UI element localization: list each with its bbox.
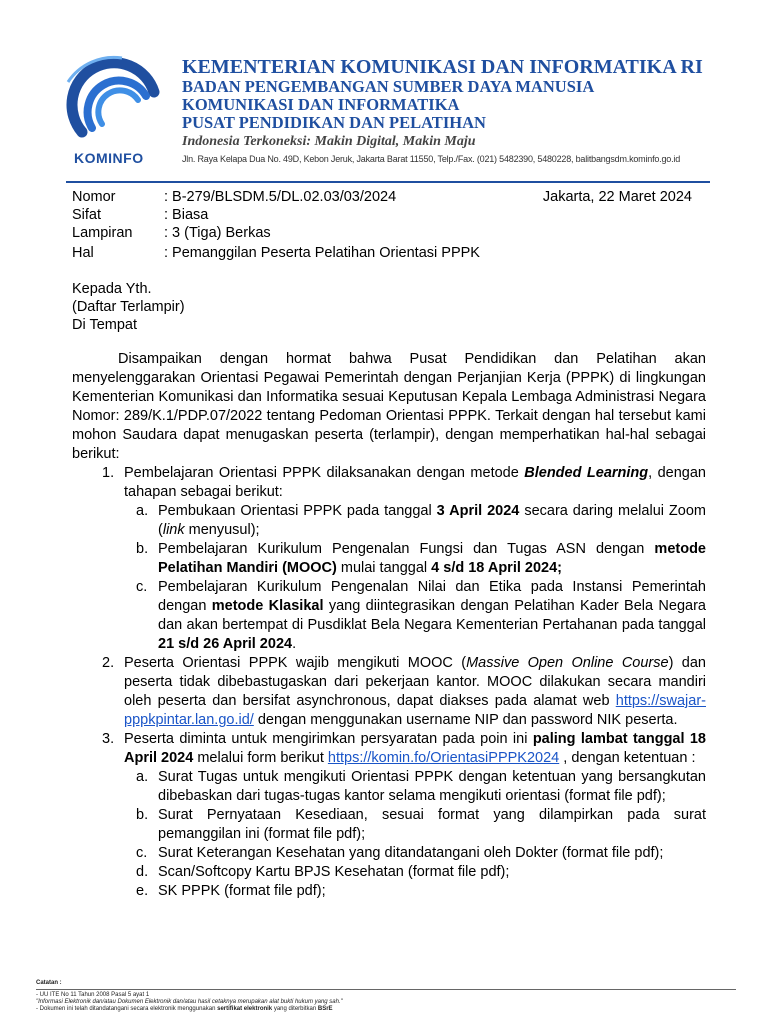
sifat-label: Sifat: [72, 207, 102, 223]
sub-text: Surat Keterangan Kesehatan yang ditandatangani oleh Dokter (format file pdf);: [158, 845, 664, 861]
item-number: 3.: [102, 731, 115, 747]
item2-italic: Massive Open Online Course: [466, 655, 669, 671]
recipient-salutation: Kepada Yth.: [72, 281, 152, 297]
sub-item-b: [124, 540, 706, 578]
sub-text: yang diintegrasikan dengan Pelatihan Kader Bela Negara dan akan bertempat di Pusdiklat Bela Negara Kementerian Pertahanan pada tanggal: [158, 598, 706, 633]
footer-line-2: "Informasi Elektronik dan/atau Dokumen Elektronik dan/atau hasil cetaknya merupakan alat bukti hukum yang sah.": [36, 999, 343, 1005]
sub-item-d: [124, 863, 706, 882]
item2-text: dengan menggunakan username NIP dan password NIK peserta.: [253, 712, 678, 728]
ministry-name: KEMENTERIAN KOMUNIKASI DAN INFORMATIKA RI: [182, 56, 703, 78]
sub-letter: c.: [136, 845, 148, 861]
footer-text: yang diterbitkan: [272, 1006, 318, 1012]
sub-bold: 4 s/d 18 April 2024;: [431, 560, 562, 576]
sub-item-a: [124, 502, 706, 540]
logo-text: KOMINFO: [74, 150, 144, 166]
sub-bold: 3 April 2024: [436, 503, 520, 519]
letter-date: Jakarta, 22 Maret 2024: [542, 189, 692, 205]
sub-item-a: [124, 768, 706, 806]
sub-text: Scan/Softcopy Kartu BPJS Kesehatan (format file pdf);: [158, 864, 510, 880]
sub-item-c: [124, 578, 706, 654]
meta-nomor: [72, 188, 712, 206]
sub-item-c: [124, 844, 706, 863]
sub-text: Surat Tugas untuk mengikuti Orientasi PPPK dengan ketentuan yang bersangkutan dibebaskan dari tugas-tugas kantor selama mengikuti orientasi (format file pdf);: [158, 769, 706, 804]
sub-bold: 21 s/d 26 April 2024: [158, 636, 293, 652]
letterhead-divider: [66, 181, 710, 183]
recipient-place: Di Tempat: [72, 317, 138, 333]
footer-line-3: [36, 1006, 736, 1013]
sub-text: Pembelajaran Kurikulum Pengenalan Nilai dan Etika pada Instansi Pemerintah dengan: [158, 579, 706, 614]
letter-meta: [72, 188, 712, 262]
sub-text: secara daring melalui Zoom (: [158, 503, 706, 538]
item-number: 2.: [102, 655, 115, 671]
item-number: 1.: [102, 465, 115, 481]
sub-text: menyusul);: [184, 522, 260, 538]
footer-notes: [36, 980, 736, 1013]
organization-block: [182, 56, 742, 164]
agency-name: BADAN PENGEMBANGAN SUMBER DAYA MANUSIA: [182, 77, 595, 96]
footer-divider: [36, 989, 736, 990]
footer-bold: sertifikat elektronik: [217, 1006, 273, 1012]
hal-value: : Pemanggilan Peserta Pelatihan Orientasi PPPK: [164, 245, 480, 261]
center-name: PUSAT PENDIDIKAN DAN PELATIHAN: [182, 113, 486, 132]
sub-letter: b.: [136, 541, 149, 557]
meta-sifat: [72, 206, 712, 224]
sub-bold: metode Pelatihan Mandiri (MOOC): [158, 541, 706, 576]
item3-text: , dengan ketentuan :: [559, 750, 696, 766]
address: Jln. Raya Kelapa Dua No. 49D, Kebon Jeruk, Jakarta Barat 11550, Telp./Fax. (021) 5482390, 5480228, balitbangsdm.kominfo.go.id: [182, 154, 680, 164]
item2-text: Peserta Orientasi PPPK wajib mengikuti MOOC (: [124, 655, 467, 671]
lampiran-label: Lampiran: [72, 225, 133, 241]
footer-bold: BSrE: [317, 1006, 333, 1012]
registration-form-link[interactable]: https://komin.fo/OrientasiPPPK2024: [327, 750, 560, 766]
hal-label: Hal: [72, 245, 94, 261]
item3-text: Peserta diminta untuk mengirimkan persyaratan pada poin ini: [124, 731, 533, 747]
letter-body: [72, 350, 706, 901]
meta-lampiran: [72, 224, 712, 242]
recipient-list: (Daftar Terlampir): [72, 299, 185, 315]
item1-sublist: [124, 502, 706, 654]
item1-text-b: , dengan tahapan sebagai berikut:: [124, 465, 706, 500]
list-item-3: [72, 730, 706, 901]
item3-bold: paling lambat tanggal 18 April 2024: [124, 731, 707, 766]
sub-item-b: [124, 806, 706, 844]
footer-line-1: - UU ITE No 11 Tahun 2008 Pasal 5 ayat 1: [36, 992, 150, 998]
lampiran-value: : 3 (Tiga) Berkas: [164, 225, 271, 241]
item3-sublist: [124, 768, 706, 901]
sub-letter: c.: [136, 579, 148, 595]
list-item-2: [72, 654, 706, 730]
sifat-value: : Biasa: [164, 207, 209, 223]
sub-italic: link: [162, 522, 185, 538]
sub-letter: a.: [136, 503, 149, 519]
sub-letter: e.: [136, 883, 149, 899]
meta-hal: [72, 244, 712, 262]
tagline: Indonesia Terkoneksi: Makin Digital, Makin Maju: [182, 134, 476, 149]
sub-item-e: [124, 882, 706, 901]
swajar-link[interactable]: https://swajar-pppkpintar.lan.go.id/: [124, 693, 706, 728]
sub-text: Pembelajaran Kurikulum Pengenalan Fungsi dan Tugas ASN dengan: [158, 541, 655, 557]
sub-text: Pembukaan Orientasi PPPK pada tanggal: [158, 503, 437, 519]
sub-letter: a.: [136, 769, 149, 785]
list-item-1: [72, 464, 706, 654]
item1-bold: Blended Learning: [524, 465, 649, 481]
kominfo-logo-icon: [62, 52, 172, 152]
sub-letter: d.: [136, 864, 149, 880]
footer-text: - Dokumen ini telah ditandatangani secara elektronik menggunakan: [36, 1006, 218, 1012]
sub-bold: metode Klasikal: [211, 598, 324, 614]
item1-text: Pembelajaran Orientasi PPPK dilaksanakan dengan metode: [124, 465, 525, 481]
sub-letter: b.: [136, 807, 149, 823]
nomor-value: : B-279/BLSDM.5/DL.02.03/03/2024: [164, 189, 397, 205]
letterhead: [0, 0, 768, 185]
sub-text: SK PPPK (format file pdf);: [158, 883, 326, 899]
agency-name-2: KOMUNIKASI DAN INFORMATIKA: [182, 95, 460, 114]
sub-text: mulai tanggal: [336, 560, 432, 576]
requirements-list: [72, 464, 706, 901]
recipient-block: [72, 280, 185, 334]
sub-text: Surat Pernyataan Kesediaan, sesuai format yang dilampirkan pada surat pemanggilan ini (format file pdf);: [158, 807, 706, 842]
item3-text: melalui form berikut: [193, 750, 328, 766]
footer-note-label: Catatan :: [36, 980, 62, 986]
item2-text: ) dan peserta tidak dibebastugaskan dari pekerjaan kantor. MOOC dilakukan secara mandiri oleh peserta dan bersifat asynchronous, dapat diakses pada alamat web: [124, 655, 706, 709]
intro-paragraph: Disampaikan dengan hormat bahwa Pusat Pendidikan dan Pelatihan akan menyelenggarakan Orientasi Pegawai Pemerintah dengan Perjanjian Kerja (PPPK) di lingkungan Kementerian Komunikasi dan Informatika sesuai Keputusan Kepala Lembaga Administrasi Negara Nomor: 289/K.1/PDP.07/2022 tentang Pedoman Orientasi PPPK. Terkait dengan hal tersebut kami mohon Saudara dapat menugaskan peserta (terlampir), dengan memperhatikan hal-hal sebagai berikut:: [72, 351, 706, 462]
nomor-label: Nomor: [72, 189, 116, 205]
sub-text: .: [292, 636, 297, 652]
